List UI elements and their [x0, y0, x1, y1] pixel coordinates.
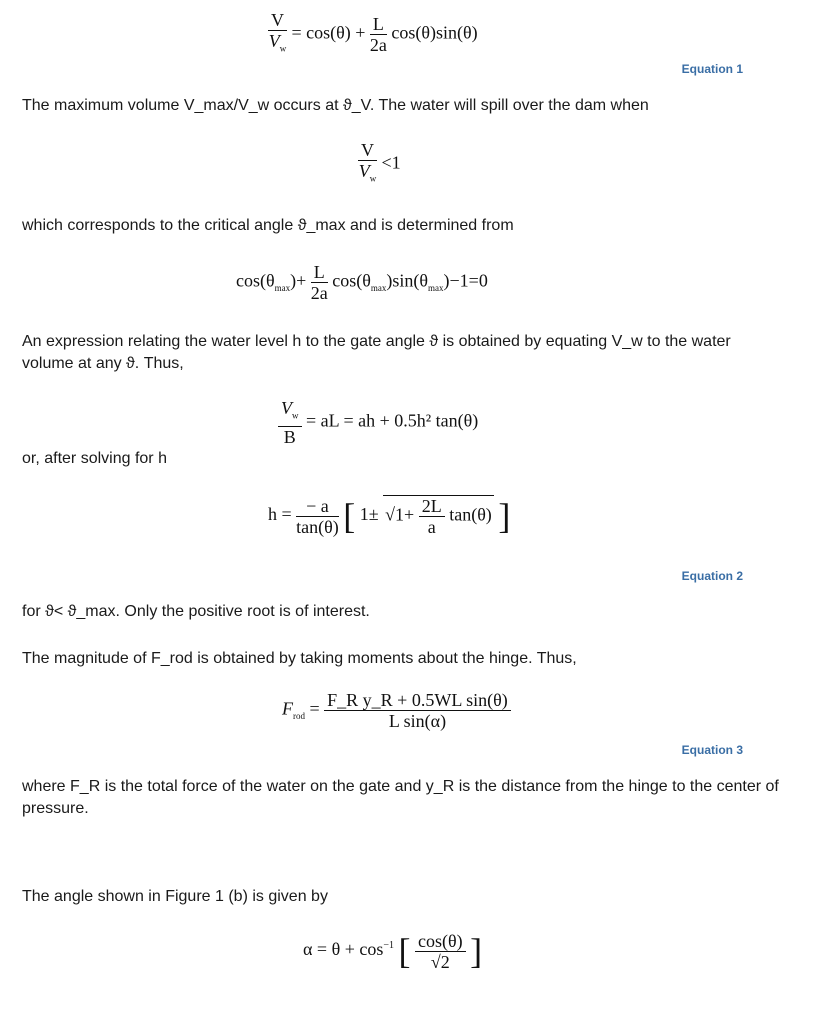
- paragraph-1: The maximum volume V_max/V_w occurs at ϑ_V. The water will spill over the dam when: [22, 97, 649, 114]
- equation-3-label: Equation 3: [681, 743, 743, 757]
- numerator: V: [268, 10, 287, 31]
- equation-2-label: Equation 2: [681, 569, 743, 583]
- paragraph-6: The magnitude of F_rod is obtained by taking moments about the hinge. Thus,: [22, 650, 577, 667]
- vol-ratio-fraction: [268, 10, 287, 59]
- l-over-2a: $\frac{L}{2a}$: [369, 13, 387, 55]
- paragraph-4: or, after solving for h: [22, 450, 167, 467]
- volume-equation: $\frac{V_w}{B}$ = aL = ah + 0.5h² tan(θ): [278, 398, 478, 447]
- equation-2: h = $\frac{- a}{\tan(\theta)}$ [ 1± √1+ $\frac{2L}{a}$ tan(θ) ]: [268, 495, 511, 537]
- square-root: √1+ $\frac{2L}{a}$ tan(θ): [385, 496, 492, 537]
- equation-1-label: Equation 1: [681, 62, 743, 76]
- alpha-equation: $\alpha = \theta + \cos^{-1}$ [ $\frac{\cos(\theta)}{√2}$ ]: [303, 930, 483, 972]
- equation-1: $\frac{V}{V_w}$ = cos(θ) + $\frac{L}{2a}$ cos(θ)sin(θ): [268, 10, 478, 59]
- cos-term: cos(θ): [306, 22, 351, 43]
- equation-3: $F_{rod}$ = $\frac{\text{F\_R y\_R + 0.5WL sin(θ)}}{\text{L sin(α)}}$: [282, 690, 511, 731]
- spill-condition: $\frac{V}{V_w}$ <1: [358, 140, 401, 184]
- critical-angle-equation: $\cos(\theta_{max})+$ $\frac{L}{2a}$ $\cos(\theta_{max})\sin(\theta_{max})-1=0$: [236, 262, 488, 303]
- paragraph-5: for ϑ< ϑ_max. Only the positive root is of interest.: [22, 603, 370, 620]
- paragraph-3: An expression relating the water level h to the gate angle ϑ is obtained by equating V_w to the water volume at any ϑ. Thus,: [22, 333, 731, 372]
- paragraph-8: The angle shown in Figure 1 (b) is given by: [22, 888, 328, 905]
- paragraph-7: where F_R is the total force of the water on the gate and y_R is the distance from the hinge to the center of pressure.: [22, 778, 779, 817]
- cos-sin-term: cos(θ)sin(θ): [391, 22, 478, 43]
- paragraph-2: which corresponds to the critical angle ϑ_max and is determined from: [22, 217, 514, 234]
- denominator: $V_w$: [268, 31, 287, 54]
